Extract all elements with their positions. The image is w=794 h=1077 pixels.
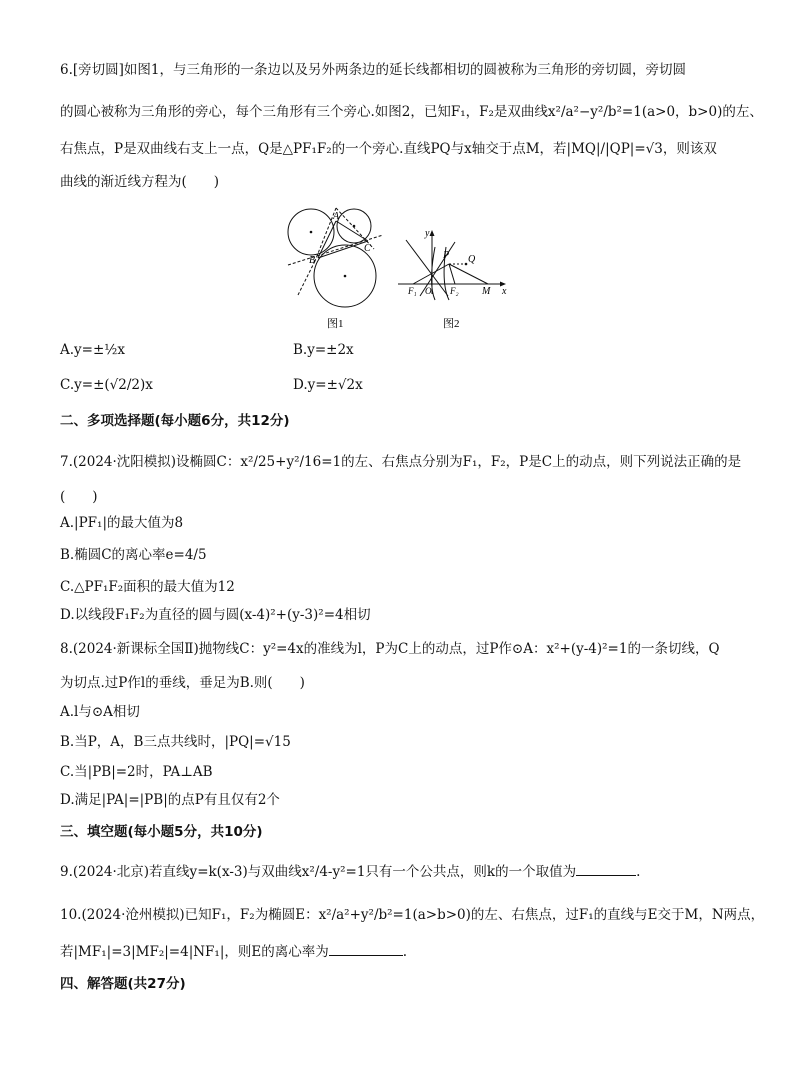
section-2-heading: 二、多项选择题(每小题6分，共12分) — [60, 413, 290, 429]
figure-2-hyperbola — [398, 222, 516, 332]
fig1-caption: 图1 — [327, 318, 344, 330]
fig2-label-M: M — [482, 286, 491, 297]
q10-answer-blank[interactable] — [329, 943, 403, 956]
q6-option-c: C.y=±(√2/2)x — [60, 377, 153, 393]
q6-line-3: 右焦点，P是双曲线右支上一点，Q是△PF₁F₂的一个旁心.直线PQ与x轴交于点M，若|MQ|/|QP|=√3，则该双 — [60, 141, 717, 157]
q9-answer-blank[interactable] — [576, 863, 636, 876]
fig2-label-F1: F₁ — [408, 286, 417, 296]
q8-line-1: 8.(2024·新课标全国Ⅱ)抛物线C：y²=4x的准线为l，P为C上的动点，过P作⊙A：x²+(y-4)²=1的一条切线，Q — [60, 641, 720, 657]
q10-text: 若|MF₁|=3|MF₂|=4|NF₁|，则E的离心率为 — [60, 944, 329, 960]
q9-line: 9.(2024·北京)若直线y=k(x-3)与双曲线x²/4-y²=1只有一个公共点，则k的一个取值为 . — [60, 864, 641, 880]
fig2-label-F2: F₂ — [450, 286, 459, 296]
q6-line-2: 的圆心被称为三角形的旁心，每个三角形有三个旁心.如图2，已知F₁，F₂是双曲线x²/a²−y²/b²=1(a>0，b>0)的左、 — [60, 104, 763, 120]
q8-option-b: B.当P，A，B三点共线时，|PQ|=√15 — [60, 734, 291, 750]
figure-1-excircles — [278, 203, 390, 333]
q7-line-1: 7.(2024·沈阳模拟)设椭圆C：x²/25+y²/16=1的左、右焦点分别为F₁，F₂，P是C上的动点，则下列说法正确的是 — [60, 454, 742, 470]
q6-line-4: 曲线的渐近线方程为( ) — [60, 174, 220, 190]
fig1-label-B: B — [309, 255, 316, 266]
q10-line-2: 若|MF₁|=3|MF₂|=4|NF₁|，则E的离心率为 . — [60, 944, 408, 960]
fig2-label-y: y — [425, 228, 430, 239]
q7-line-2: ( ) — [60, 489, 98, 505]
fig2-label-x: x — [502, 286, 507, 297]
fig2-label-Q: Q — [468, 254, 476, 265]
q8-option-d: D.满足|PA|=|PB|的点P有且仅有2个 — [60, 792, 280, 808]
section-3-heading: 三、填空题(每小题5分，共10分) — [60, 824, 263, 840]
section-4-heading: 四、解答题(共27分) — [60, 976, 186, 992]
q7-option-a: A.|PF₁|的最大值为8 — [60, 515, 184, 531]
fig2-caption: 图2 — [443, 318, 460, 330]
q8-option-a: A.l与⊙A相切 — [60, 704, 140, 720]
fig1-label-A: A — [333, 211, 340, 222]
q7-option-b: B.椭圆C的离心率e=4/5 — [60, 547, 207, 563]
q8-option-c: C.当|PB|=2时，PA⊥AB — [60, 764, 213, 780]
q7-option-c: C.△PF₁F₂面积的最大值为12 — [60, 579, 235, 595]
q10-line-1: 10.(2024·沧州模拟)已知F₁，F₂为椭圆E：x²/a²+y²/b²=1(a>b>0)的左、右焦点，过F₁的直线与E交于M，N两点， — [60, 907, 765, 923]
fig2-label-O: O — [425, 286, 432, 296]
q8-line-2: 为切点.过P作l的垂线，垂足为B.则( ) — [60, 675, 305, 691]
q6-option-b: B.y=±2x — [293, 342, 354, 358]
q6-option-d: D.y=±√2x — [293, 377, 363, 393]
q7-option-d: D.以线段F₁F₂为直径的圆与圆(x-4)²+(y-3)²=4相切 — [60, 607, 371, 623]
q9-text: 9.(2024·北京)若直线y=k(x-3)与双曲线x²/4-y²=1只有一个公共点，则k的一个取值为 — [60, 864, 577, 880]
q6-option-a: A.y=±½x — [60, 342, 125, 358]
fig2-label-P: P — [443, 250, 450, 261]
q6-line-1: 6.[旁切圆]如图1，与三角形的一条边以及另外两条边的延长线都相切的圆被称为三角形的旁切圆，旁切圆 — [60, 62, 687, 78]
fig1-label-C: C — [364, 243, 371, 254]
